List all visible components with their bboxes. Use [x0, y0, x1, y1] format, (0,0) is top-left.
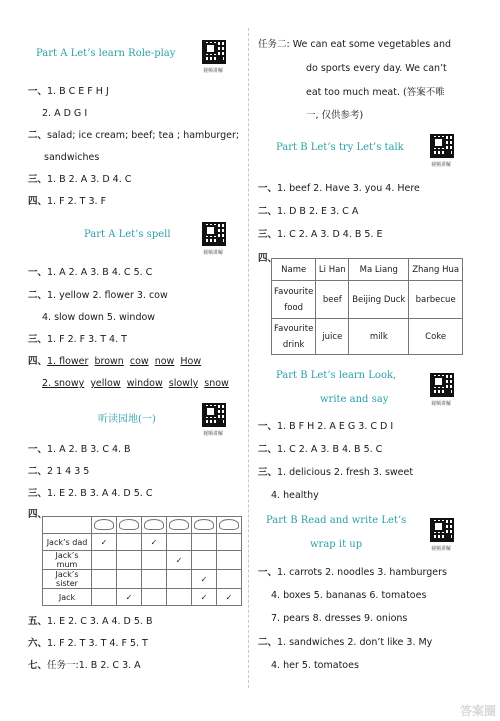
answer-line: 2. A D G I: [42, 108, 88, 119]
watermark-logo: 答案圈: [459, 704, 496, 718]
answer-line: 任务二: We can eat some vegetables and: [258, 39, 452, 50]
column-divider: [248, 28, 249, 688]
check-cell: [192, 534, 217, 551]
qr-code-icon[interactable]: [202, 40, 226, 64]
answer-line: 7. pears 8. dresses 9. onions: [271, 613, 408, 624]
answer-line: 一、1. A 2. A 3. B 4. C 5. C: [28, 267, 153, 278]
qr-code-icon[interactable]: [202, 403, 226, 427]
answer-line: 四、1. flower brown cow now How: [28, 356, 202, 367]
check-cell: [217, 551, 242, 570]
table-cell: juice: [316, 319, 349, 355]
check-cell: [167, 570, 192, 589]
section-title-part-b-read: Part B Read and write Let’s: [266, 515, 407, 526]
answer-line: sandwiches: [44, 152, 100, 163]
qr-caption: 视频讲解: [431, 546, 452, 552]
table-header-cell: Name: [272, 259, 316, 281]
qr-caption: 视频讲解: [203, 68, 224, 74]
answer-line: 一、1. beef 2. Have 3. you 4. Here: [258, 183, 420, 194]
table-row: [43, 570, 242, 589]
row-label: Jack’s mum: [43, 551, 92, 570]
answer-line: 一、1. carrots 2. noodles 3. hamburgers: [258, 567, 447, 578]
food-picture-cell: [117, 517, 142, 534]
check-cell: ✓: [167, 551, 192, 570]
check-cell: ✓: [217, 589, 242, 606]
answer-line: 4. her 5. tomatoes: [271, 660, 359, 671]
table-header-cell: Ma Liang: [349, 259, 409, 281]
cake-icon: [219, 519, 239, 530]
check-cell: [167, 534, 192, 551]
qr-caption: 视频讲解: [431, 401, 452, 407]
answer-line: do sports every day. We can’t: [306, 63, 447, 74]
food-picture-cell: [192, 517, 217, 534]
hamburger-icon: [144, 519, 164, 530]
section-title-part-b-learn-2: write and say: [320, 394, 389, 405]
answer-line: 三、1. E 2. B 3. A 4. D 5. C: [28, 488, 153, 499]
qr-caption: 视频讲解: [203, 431, 224, 437]
answer-line: 一、1. A 2. B 3. C 4. B: [28, 444, 131, 455]
answer-line: 4. slow down 5. window: [42, 312, 156, 323]
section-title-part-a-spell: Part A Let’s spell: [84, 229, 171, 240]
check-cell: [92, 589, 117, 606]
check-cell: [167, 589, 192, 606]
table-header-cell: Li Han: [316, 259, 349, 281]
answer-line: 4. boxes 5. bananas 6. tomatoes: [271, 590, 427, 601]
check-cell: [142, 551, 167, 570]
row-label: Favourite drink: [272, 319, 316, 355]
row-label: Jack: [43, 589, 92, 606]
section-title-part-a-learn: Part A Let’s learn Role-play: [36, 48, 176, 59]
table-header-cell: Zhang Hua: [409, 259, 463, 281]
qr-code-icon[interactable]: [430, 518, 454, 542]
answer-line: 三、1. B 2. A 3. D 4. C: [28, 174, 132, 185]
table-corner-cell: [43, 517, 92, 534]
check-cell: [142, 570, 167, 589]
check-cell: [117, 551, 142, 570]
vegetables-icon: [119, 519, 139, 530]
answer-line: 二、1. D B 2. E 3. C A: [258, 206, 359, 217]
answer-line: 四、: [258, 253, 278, 264]
food-picture-cell: [217, 517, 242, 534]
table-row: [272, 319, 463, 355]
answer-line: 二、salad; ice cream; beef; tea ; hamburger;: [28, 130, 240, 141]
table-row: [43, 551, 242, 570]
answer-line: 三、1. C 2. A 3. D 4. B 5. E: [258, 229, 383, 240]
check-cell: [217, 534, 242, 551]
section-title-part-b-learn: Part B Let’s learn Look,: [276, 370, 397, 381]
food-picture-cell: [92, 517, 117, 534]
answer-line: 二、1. yellow 2. flower 3. cow: [28, 290, 168, 301]
food-picture-cell: [167, 517, 192, 534]
section-title-part-b-try: Part B Let’s try Let’s talk: [276, 142, 404, 153]
answer-line: 三、1. delicious 2. fresh 3. sweet: [258, 467, 414, 478]
answer-line: 4. healthy: [271, 490, 319, 501]
table-cell: beef: [316, 281, 349, 319]
check-cell: [142, 589, 167, 606]
answer-line: 五、1. E 2. C 3. A 4. D 5. B: [28, 616, 153, 627]
answer-line: 六、1. F 2. T 3. T 4. F 5. T: [28, 638, 148, 649]
check-cell: [192, 551, 217, 570]
answer-line: 一, 仅供参考): [306, 110, 364, 121]
table-header-row: [272, 259, 463, 281]
table-cell: milk: [349, 319, 409, 355]
table-cell: barbecue: [409, 281, 463, 319]
table-row: [43, 589, 242, 606]
check-cell: [217, 570, 242, 589]
section-title-listening: 听读园地(一): [98, 414, 156, 425]
qr-caption: 视频讲解: [203, 250, 224, 256]
row-label: Favourite food: [272, 281, 316, 319]
answer-line: 三、1. F 2. F 3. T 4. T: [28, 334, 127, 345]
answer-line: 一、1. B F H 2. A E G 3. C D I: [258, 421, 394, 432]
answer-line: 四、: [28, 509, 48, 520]
table-row: [272, 281, 463, 319]
check-cell: ✓: [92, 534, 117, 551]
table-cell: Beijing Duck: [349, 281, 409, 319]
table-header-row: [43, 517, 242, 534]
answer-line: 二、1. sandwiches 2. don’t like 3. My: [258, 637, 433, 648]
answer-line: 七、任务一:1. B 2. C 3. A: [28, 660, 141, 671]
check-cell: [117, 534, 142, 551]
favourite-table: [271, 258, 463, 355]
food-check-table: [42, 516, 242, 606]
answer-line: 2. snowy yellow window slowly snow: [42, 378, 229, 389]
fish-icon: [169, 519, 189, 530]
qr-caption: 视频讲解: [431, 162, 452, 168]
check-cell: [117, 570, 142, 589]
answer-line: 二、1. C 2. A 3. B 4. B 5. C: [258, 444, 383, 455]
check-cell: [92, 570, 117, 589]
answer-line: 一、1. B C E F H J: [28, 86, 109, 97]
egg-icon: [194, 519, 214, 530]
left-column: [28, 0, 246, 721]
qr-code-icon[interactable]: [202, 222, 226, 246]
check-cell: ✓: [192, 589, 217, 606]
check-cell: [92, 551, 117, 570]
table-cell: Coke: [409, 319, 463, 355]
qr-code-icon[interactable]: [430, 134, 454, 158]
qr-code-icon[interactable]: [430, 373, 454, 397]
answer-line: 二、2 1 4 3 5: [28, 466, 90, 477]
row-label: Jack’s sister: [43, 570, 92, 589]
answer-line: eat too much meat. (答案不唯: [306, 87, 445, 98]
noodles-icon: [94, 519, 114, 530]
answer-line: 四、1. F 2. T 3. F: [28, 196, 107, 207]
food-picture-cell: [142, 517, 167, 534]
table-row: [43, 534, 242, 551]
check-cell: ✓: [117, 589, 142, 606]
right-column: [258, 0, 476, 721]
row-label: Jack’s dad: [43, 534, 92, 551]
section-title-part-b-read-2: wrap it up: [310, 539, 363, 550]
check-cell: ✓: [192, 570, 217, 589]
check-cell: ✓: [142, 534, 167, 551]
